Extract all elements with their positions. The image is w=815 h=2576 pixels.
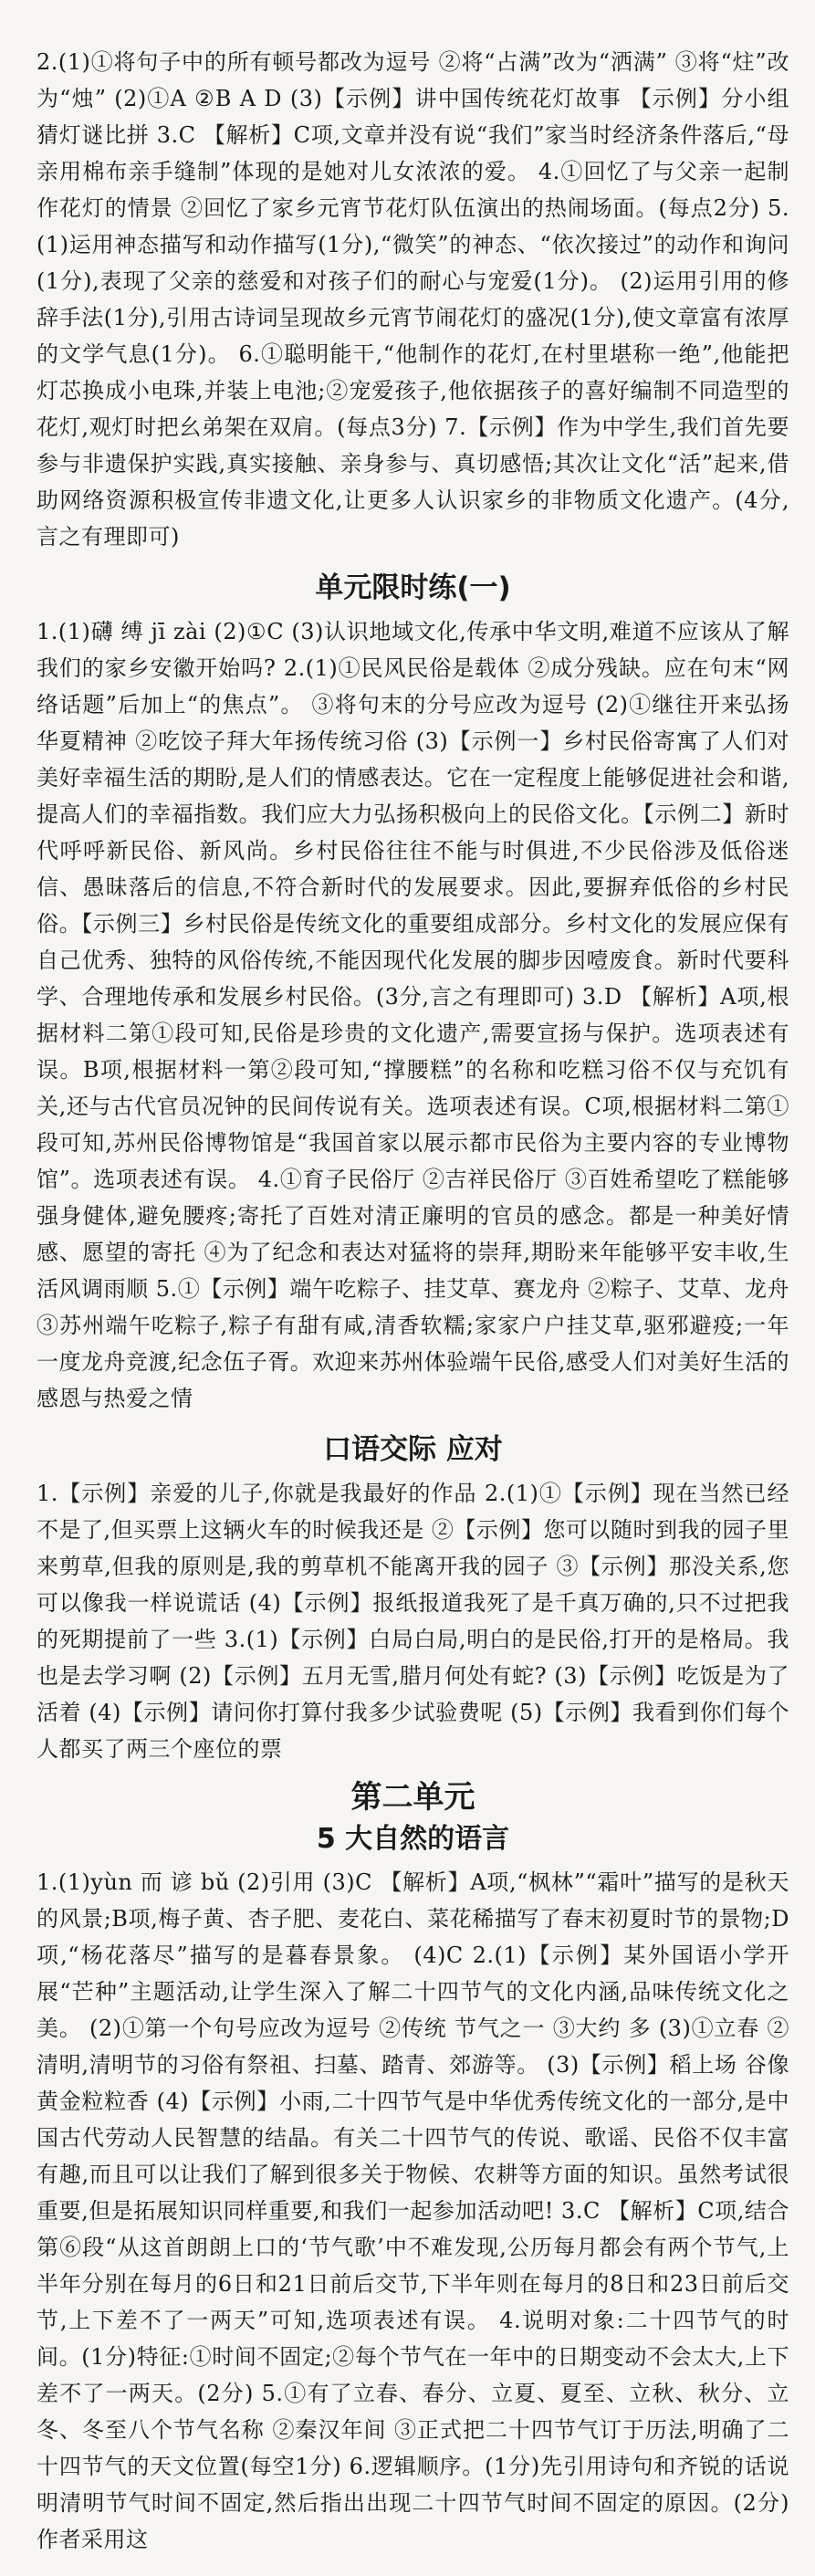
lesson-title: 5 大自然的语言 [316, 1823, 510, 1855]
unit-title: 第二单元 [350, 1779, 475, 1816]
section-title: 单元限时练(一) [315, 571, 511, 604]
section-title: 口语交际 应对 [323, 1433, 503, 1466]
answer-paragraph: 1.(1)yùn 而 谚 bǔ (2)引用 (3)C 【解析】A项,“枫林”“霜叶”描写的是秋天的风景;B项,梅子黄、杏子肥、麦花白、菜花稀描写了春末初夏时节的景物;D项,“杨花落尽”描写的是暮春景象。 (4)C 2.(1)【示例】某外国语小学开展“芒种”主题活动,让学生深入了解二十四节气的文化内涵,品味传统文化之美。 (2)①第一个句号应改为逗号 ②传统 节气之一 ③大约 多 (3)①立春 ②清明,清明节的习俗有祭祖、扫墓、踏青、郊游等。 (3)【示例】稻上场 谷像黄金粒粒香 (4)【示例】小雨,二十四节气是中华优秀传统文化的一部分,是中国古代劳动人民智慧的结晶。有关二十四节气的传说、歌谣、民俗不仅丰富有趣,而且可以让我们了解到很多关于物候、农耕等方面的知识。虽然考试很重要,但是拓展知识同样重要,和我们一起参加活动吧! 3.C 【解析】C项,结合第⑥段“从这首朗朗上口的‘节气歌’中不难发现,公历每月都会有两个节气,上半年分别在每月的6日和21日前后交节,下半年则在每月的8日和23日前后交节,上下差不了一两天”可知,选项表述有误。 4.说明对象:二十四节气的时间。(1分)特征:①时间不固定;②每个节气在一年中的日期变动不会太大,上下差不了一两天。(2分) 5.①有了立春、春分、立夏、夏至、立秋、秋分、立冬、冬至八个节气名称 ②秦汉年间 ③正式把二十四节气订于历法,明确了二十四节气的天文位置(每空1分) 6.逻辑顺序。(1分)先引用诗句和齐锐的话说明清明节气时间不固定,然后指出出现二十四节气时间不固定的原因。(2分)作者采用这 [37, 1869, 789, 2552]
answer-paragraph: 1.(1)礴 缚 jī zài (2)①C (3)认识地域文化,传承中华文明,难道不应该从了解我们的家乡安徽开始吗? 2.(1)①民风民俗是载体 ②成分残缺。应在句末“网络话题”后加上“的焦点”。 ③将句末的分号应改为逗号 (2)①继往开来弘扬华夏精神 ②吃饺子拜大年扬传统习俗 (3)【示例一】乡村民俗寄寓了人们对美好幸福生活的期盼,是人们的情感表达。它在一定程度上能够促进社会和谐,提高人们的幸福指数。我们应大力弘扬积极向上的民俗文化。【示例二】新时代呼呼新民俗、新风尚。乡村民俗往往不能与时俱进,不少民俗涉及低俗迷信、愚昧落后的信息,不符合新时代的发展要求。因此,要摒弃低俗的乡村民俗。【示例三】乡村民俗是传统文化的重要组成部分。乡村文化的发展应保有自己优秀、独特的风俗传统,不能因现代化发展的脚步因噎废食。新时代要科学、合理地传承和发展乡村民俗。(3分,言之有理即可) 3.D 【解析】A项,根据材料二第①段可知,民俗是珍贵的文化遗产,需要宣扬与保护。选项表述有误。B项,根据材料一第②段可知,“撑腰糕”的名称和吃糕习俗不仅与充饥有关,还与古代官员况钟的民间传说有关。选项表述有误。C项,根据材料二第①段可知,苏州民俗博物馆是“我国首家以展示都市民俗为主要内容的专业博物馆”。选项表述有误。 4.①育子民俗厅 ②吉祥民俗厅 ③百姓希望吃了糕能够强身健体,避免腰疼;寄托了百姓对清正廉明的官员的感念。都是一种美好情感、愿望的寄托 ④为了纪念和表达对猛将的崇拜,期盼来年能够平安丰收,生活风调雨顺 5.①【示例】端午吃粽子、挂艾草、赛龙舟 ②粽子、艾草、龙舟 ③苏州端午吃粽子,粽子有甜有咸,清香软糯;家家户户挂艾草,驱邪避疫;一年一度龙舟竞渡,纪念伍子胥。欢迎来苏州体验端午民俗,感受人们对美好生活的感恩与热爱之情 [37, 619, 789, 1411]
answer-paragraph: 2.(1)①将句子中的所有顿号都改为逗号 ②将“占满”改为“洒满” ③将“炷”改为“烛” (2)①A ②B A D (3)【示例】讲中国传统花灯故事 【示例】分小组猜灯谜比拼 3.C 【解析】C项,文章并没有说“我们”家当时经济条件落后,“母亲用棉布亲手缝制”体现的是她对儿女浓浓的爱。 4.①回忆了与父亲一起制作花灯的情景 ②回忆了家乡元宵节花灯队伍演出的热闹场面。(每点2分) 5.(1)运用神态描写和动作描写(1分),“微笑”的神态、“依次接过”的动作和询问(1分),表现了父亲的慈爱和对孩子们的耐心与宠爱(1分)。 (2)运用引用的修辞手法(1分),引用古诗词呈现故乡元宵节闹花灯的盛况(1分),使文章富有浓厚的文学气息(1分)。 6.①聪明能干,“他制作的花灯,在村里堪称一绝”,他能把灯芯换成小电珠,并装上电池;②宠爱孩子,他依据孩子的喜好编制不同造型的花灯,观灯时把幺弟架在双肩。(每点3分) 7.【示例】作为中学生,我们首先要参与非遗保护实践,真实接触、亲身参与、真切感悟;其次让文化“活”起来,借助网络资源积极宣传非遗文化,让更多人认识家乡的非物质文化遗产。(4分,言之有理即可) [37, 49, 789, 550]
answer-paragraph: 1.【示例】亲爱的儿子,你就是我最好的作品 2.(1)①【示例】现在当然已经不是了,但买票上这辆火车的时候我还是 ②【示例】您可以随时到我的园子里来剪草,但我的原则是,我的剪草机不能离开我的园子 ③【示例】那没关系,您可以像我一样说谎话 (4)【示例】报纸报道我死了是千真万确的,只不过把我的死期提前了一些 3.(1)【示例】白局白局,明白的是民俗,打开的是格局。我也是去学习啊 (2)【示例】五月无雪,腊月何处有蛇? (3)【示例】吃饭是为了活着 (4)【示例】请问你打算付我多少试验费呢 (5)【示例】我看到你们每个人都买了两三个座位的票 [37, 1481, 789, 1762]
